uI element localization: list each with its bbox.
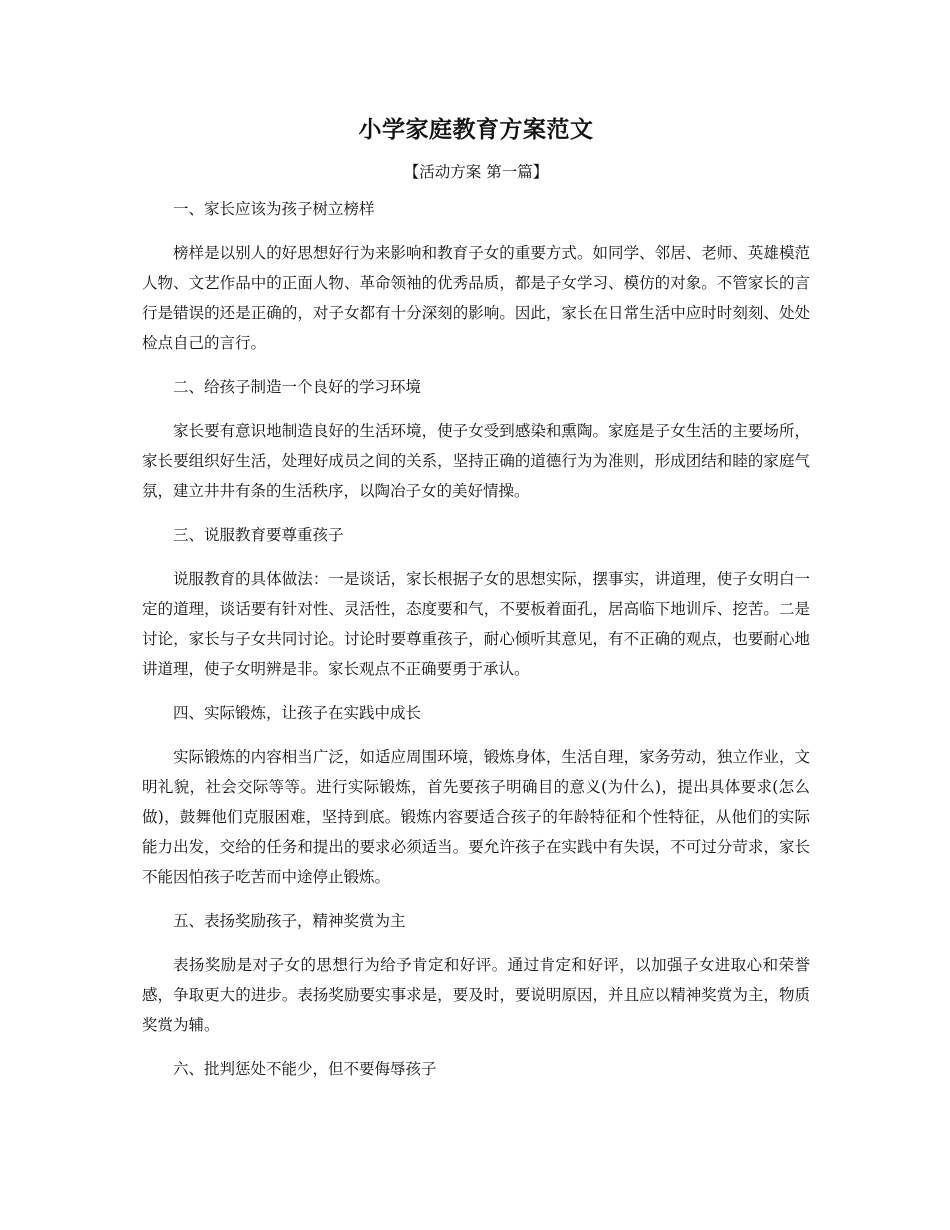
section-paragraph-5: 表扬奖励是对子女的思想行为给予肯定和好评。通过肯定和好评，以加强子女进取心和荣誉感，争取更大的进步。表扬奖励要实事求是，要及时，要说明原因，并且应以精神奖赏为主，物质奖赏为辅。 (142, 956, 810, 1034)
document-subtitle: 【活动方案 第一篇】 (403, 163, 549, 181)
section-heading-3: 三、说服教育要尊重孩子 (173, 526, 344, 544)
section-heading-1: 一、家长应该为孩子树立榜样 (173, 200, 375, 218)
section-heading-5: 五、表扬奖励孩子，精神奖赏为主 (173, 912, 406, 930)
document-page (142, 108, 810, 1084)
section-paragraph-1: 榜样是以别人的好思想好行为来影响和教育子女的重要方式。如同学、邻居、老师、英雄模范人物、文艺作品中的正面人物、革命领袖的优秀品质，都是子女学习、模仿的对象。不管家长的言行是错误的还是正确的，对子女都有十分深刻的影响。因此，家长在日常生活中应时时刻刻、处处检点自己的言行。 (142, 244, 810, 352)
section-heading-2: 二、给孩子制造一个良好的学习环境 (173, 378, 422, 396)
section-paragraph-3: 说服教育的具体做法：一是谈话，家长根据子女的思想实际，摆事实，讲道理，使子女明白一定的道理，谈话要有针对性、灵活性，态度要和气，不要板着面孔，居高临下地训斥、挖苦。二是讨论，家长与子女共同讨论。讨论时要尊重孩子，耐心倾听其意见，有不正确的观点，也要耐心地讲道理，使子女明辨是非。家长观点不正确要勇于承认。 (142, 570, 810, 678)
document-title: 小学家庭教育方案范文 (358, 116, 594, 143)
section-heading-4: 四、实际锻炼，让孩子在实践中成长 (173, 704, 422, 722)
section-paragraph-2: 家长要有意识地制造良好的生活环境，使子女受到感染和熏陶。家庭是子女生活的主要场所，家长要组织好生活，处理好成员之间的关系，坚持正确的道德行为为准则，形成团结和睦的家庭气氛，建立井井有条的生活秩序，以陶冶子女的美好情操。 (142, 422, 810, 500)
section-paragraph-4: 实际锻炼的内容相当广泛，如适应周围环境，锻炼身体，生活自理，家务劳动，独立作业，文明礼貌，社会交际等等。进行实际锻炼，首先要孩子明确目的意义(为什么)，提出具体要求(怎么做)，鼓舞他们克服困难，坚持到底。锻炼内容要适合孩子的年龄特征和个性特征，从他们的实际能力出发，交给的任务和提出的要求必须适当。要允许孩子在实践中有失误，不可过分苛求，家长不能因怕孩子吃苦而中途停止锻炼。 (142, 748, 810, 886)
section-heading-6: 六、批判惩处不能少，但不要侮辱孩子 (173, 1060, 437, 1078)
